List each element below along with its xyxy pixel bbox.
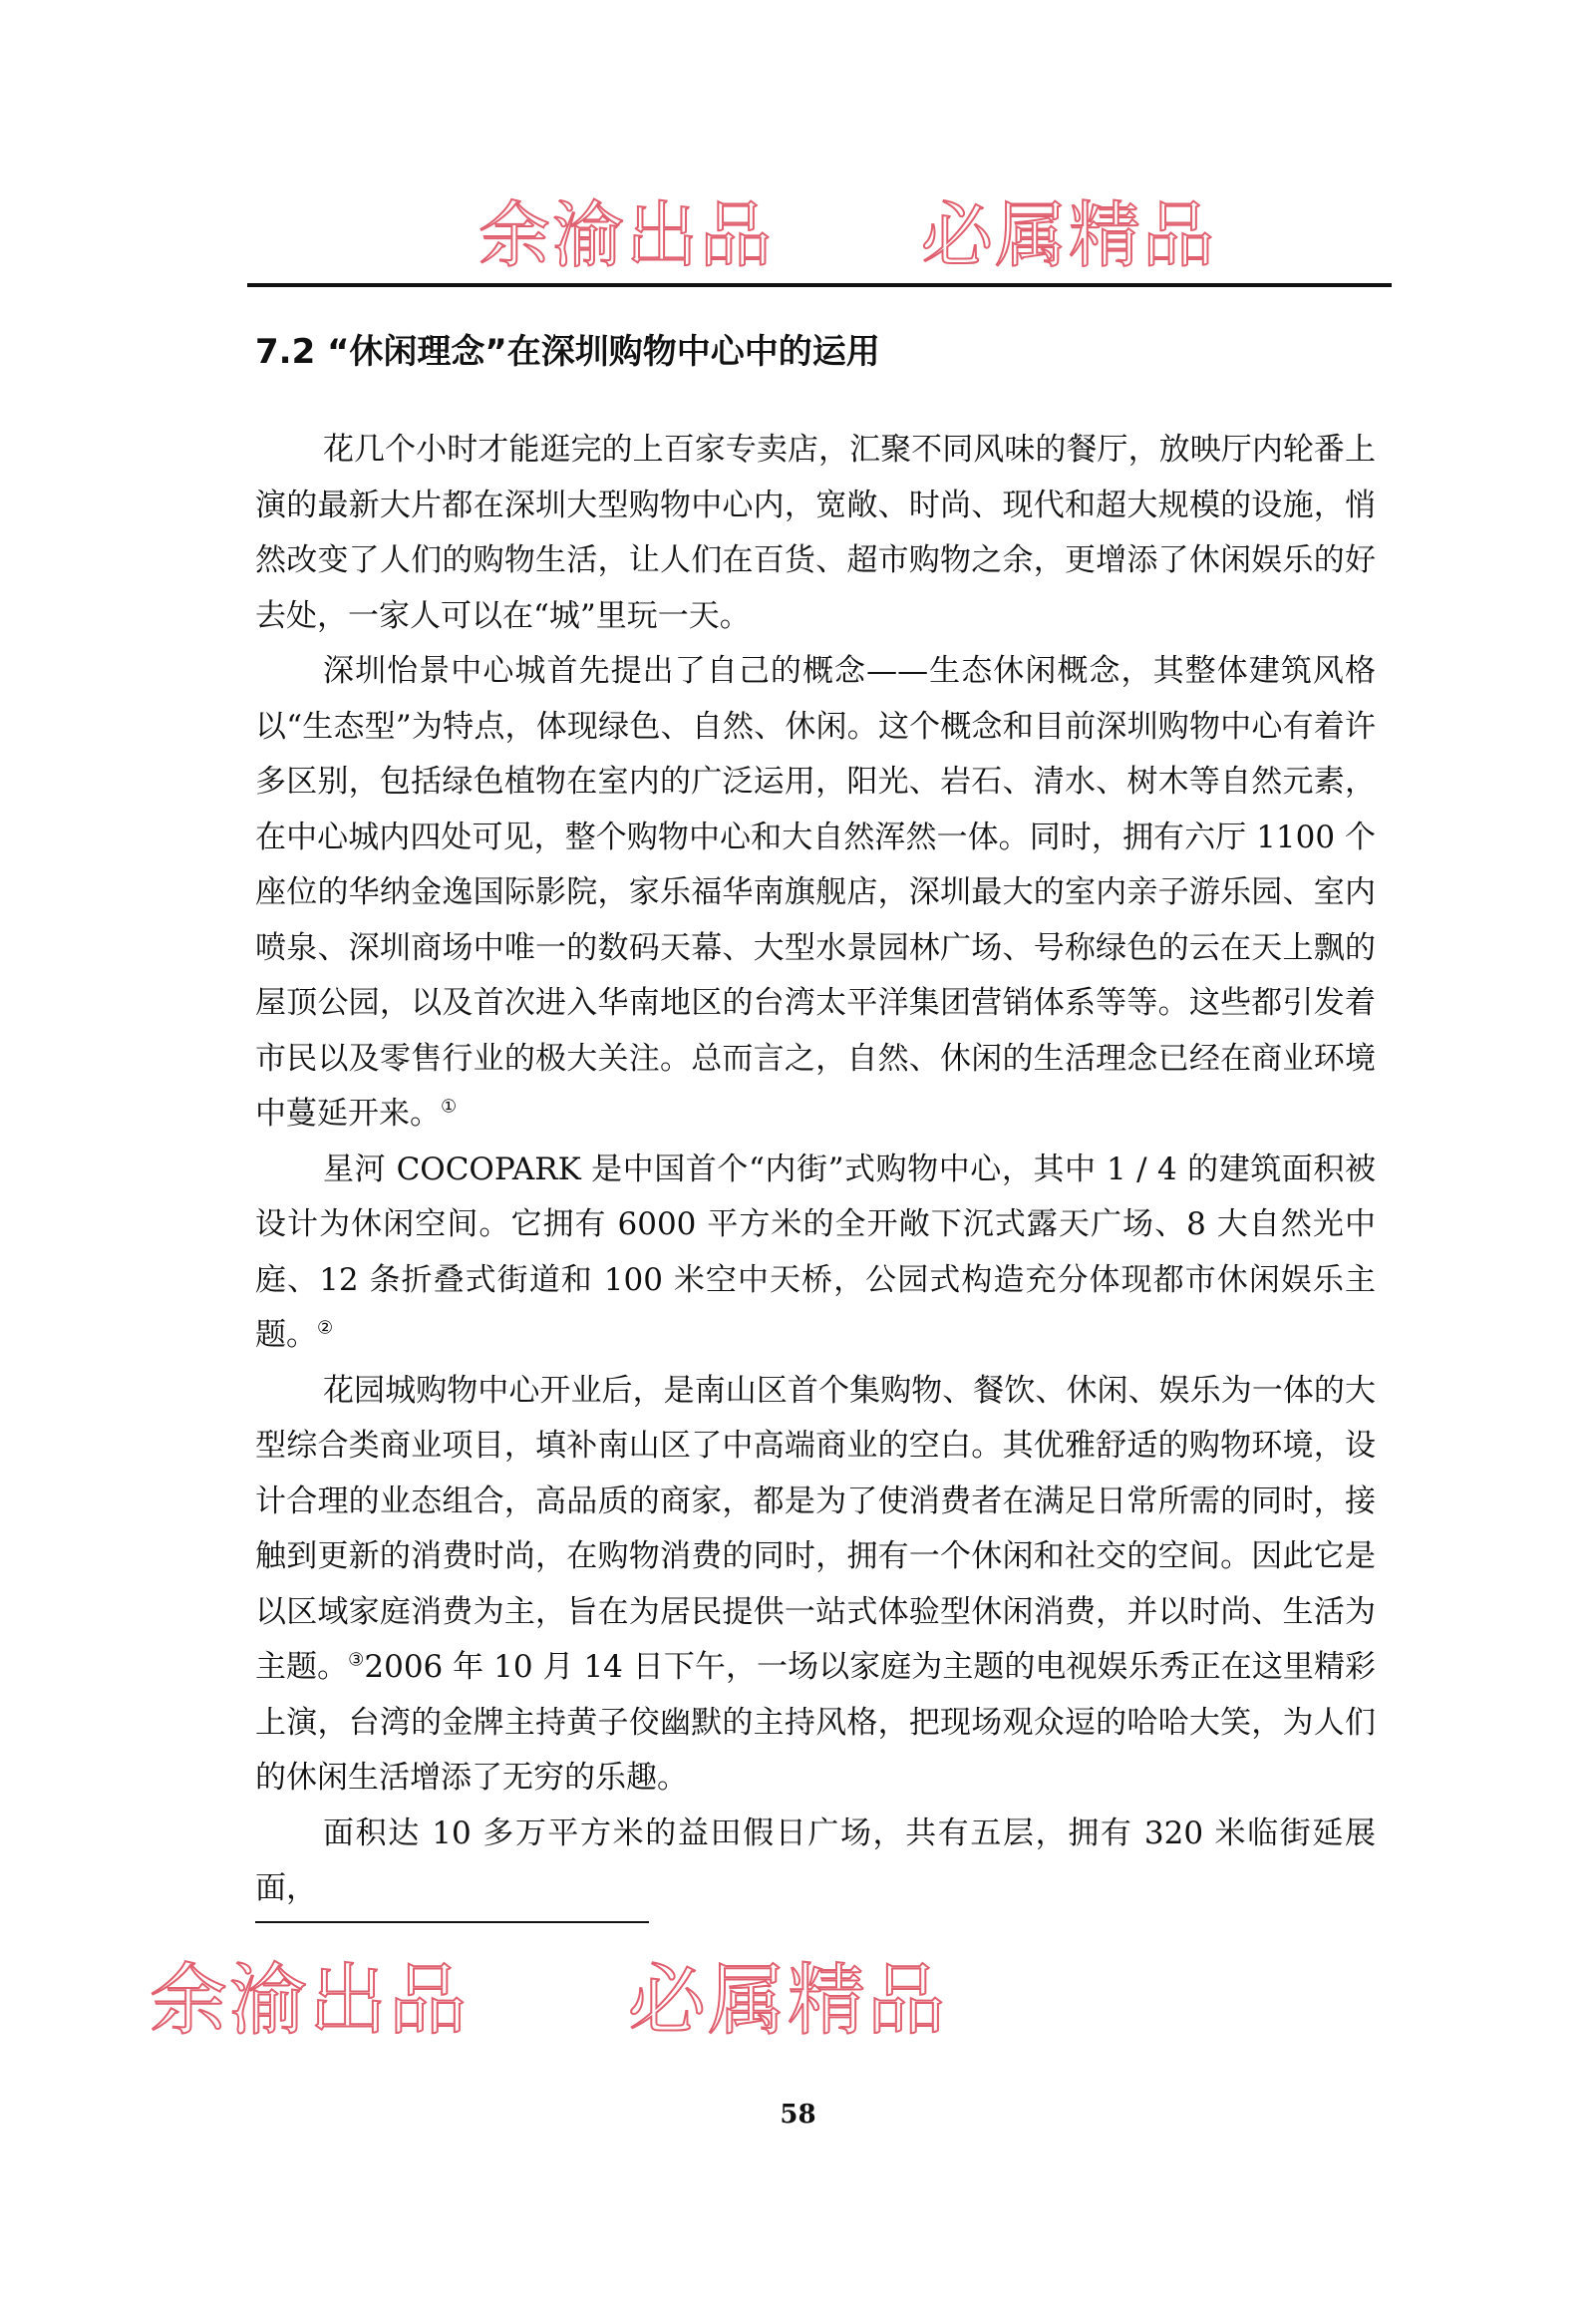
- paragraph-text: 面积达 10 多万平方米的益田假日广场，共有五层，拥有 320 米临街延展面，: [255, 1814, 1376, 1906]
- paragraph-text: 星河 COCOPARK 是中国首个“内街”式购物中心，其中 1 / 4 的建筑面积被设计为休闲空间。它拥有 6000 平方米的全开敞下沉式露天广场、8 大自然光中庭、12 条折叠式街道和 100 米空中天桥，公园式构造充分体现都市休闲娱乐主题。: [255, 1151, 1376, 1353]
- section-title: 7.2 “休闲理念”在深圳购物中心中的运用: [255, 332, 880, 372]
- paragraph-text: 花园城购物中心开业后，是南山区首个集购物、餐饮、休闲、娱乐为一体的大型综合类商业项目，填补南山区了中高端商业的空白。其优雅舒适的购物环境，设计合理的业态组合，高品质的商家，都是为了使消费者在满足日常所需的同时，接触到更新的消费时尚，在购物消费的同时，拥有一个休闲和社交的空间。因此它是以区域家庭消费为主，旨在为居民提供一站式体验型休闲消费，并以时尚、生活为主题。: [255, 1372, 1376, 1685]
- footnote-marker: ②: [317, 1317, 334, 1339]
- paragraph-text: 花几个小时才能逛完的上百家专卖店，汇聚不同风味的餐厅，放映厅内轮番上演的最新大片都在深圳大型购物中心内，宽敞、时尚、现代和超大规模的设施，悄然改变了人们的购物生活，让人们在百货、超市购物之余，更增添了休闲娱乐的好去处，一家人可以在“城”里玩一天。: [255, 432, 1376, 634]
- watermark-bottom: 余渝出品 必属精品: [150, 1956, 948, 2046]
- paragraph-text: 深圳怡景中心城首先提出了自己的概念——生态休闲概念，其整体建筑风格以“生态型”为特点，体现绿色、自然、休闲。这个概念和目前深圳购物中心有着许多区别，包括绿色植物在室内的广泛运用，阳光、岩石、清水、树木等自然元素，在中心城内四处可见，整个购物中心和大自然浑然一体。同时，拥有六厅 1100 个座位的华纳金逸国际影院，家乐福华南旗舰店，深圳最大的室内亲子游乐园、室内喷泉、深圳商场中唯一的数码天幕、大型水景园林广场、号称绿色的云在天上飘的屋顶公园，以及首次进入华南地区的台湾太平洋集团营销体系等等。这些都引发着市民以及零售行业的极大关注。总而言之，自然、休闲的生活理念已经在商业环境中蔓延开来。: [255, 653, 1376, 1132]
- watermark-top: 余渝出品 必属精品: [479, 193, 1217, 277]
- footnote-marker: ①: [441, 1096, 458, 1118]
- paragraph-text-tail: 2006 年 10 月 14 日下午，一场以家庭为主题的电视娱乐秀正在这里精彩上演，台湾的金牌主持黄子佼幽默的主持风格，把现场观众逗的哈哈大笑，为人们的休闲生活增添了无穷的乐趣。: [255, 1649, 1377, 1796]
- paragraph-5: [255, 1807, 1376, 1917]
- page-number: 58: [780, 2100, 816, 2130]
- footnote-rule: [255, 1921, 649, 1923]
- paragraph-1: [255, 423, 1376, 644]
- paragraph-4: [255, 1364, 1376, 1807]
- body-text: [255, 423, 1376, 1917]
- header-rule: [247, 283, 1392, 287]
- paragraph-2: [255, 644, 1376, 1143]
- paragraph-3: [255, 1143, 1376, 1364]
- footnote-marker: ③: [348, 1649, 365, 1671]
